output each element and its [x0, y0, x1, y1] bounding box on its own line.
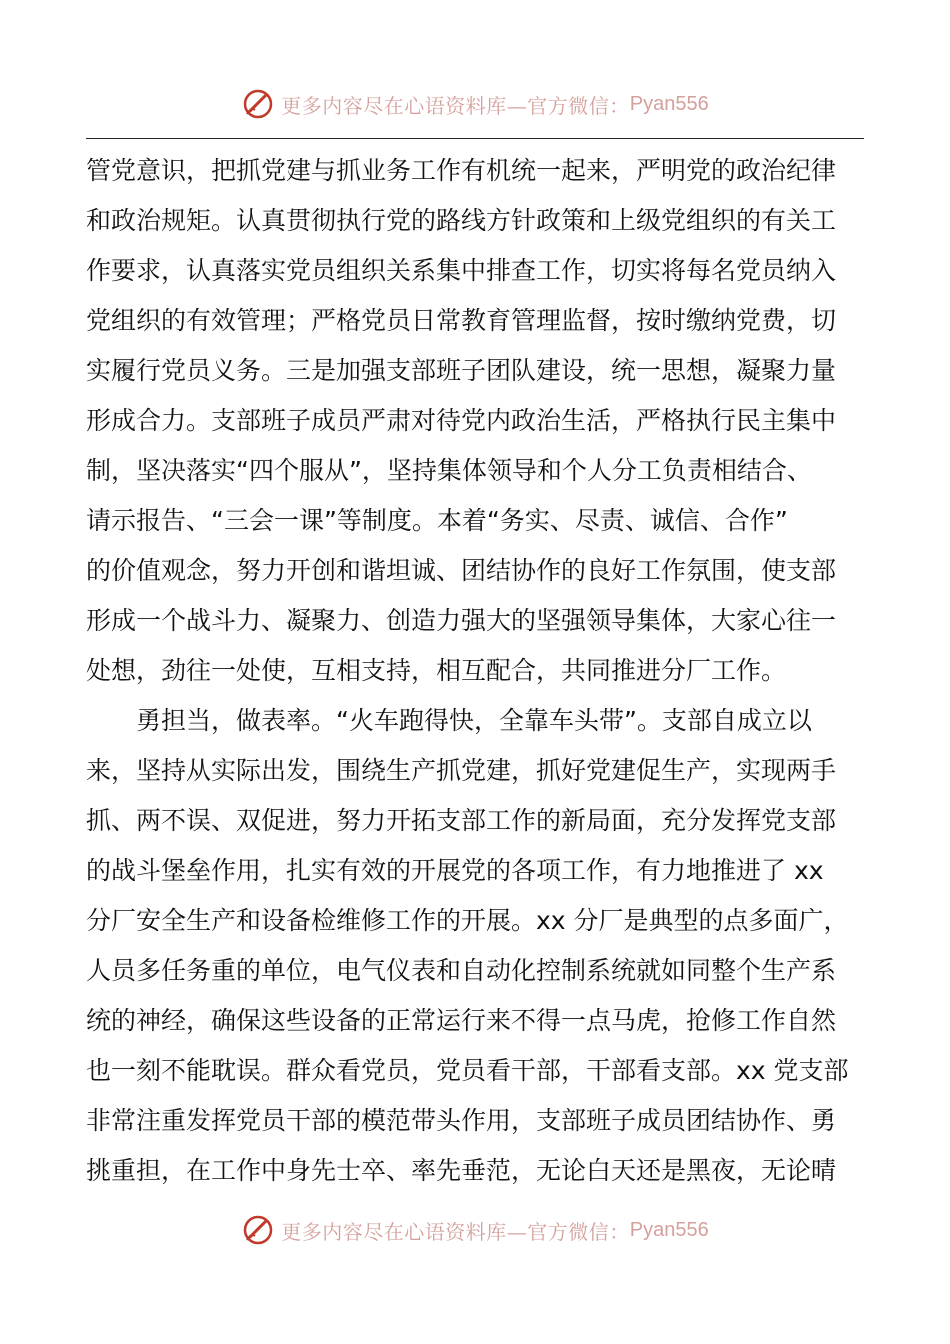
body-line: 分厂安全生产和设备检维修工作的开展。xx 分厂是典型的点多面广，	[86, 906, 849, 935]
body-line: 请示报告、“三会一课”等制度。本着“务实、尽责、诚信、合作”	[86, 506, 788, 535]
header-watermark	[0, 84, 950, 124]
body-line: 作要求，认真落实党员组织关系集中排查工作，切实将每名党员纳入	[86, 256, 837, 285]
header-divider	[86, 138, 864, 139]
body-line: 勇担当，做表率。“火车跑得快，全靠车头带”。支部自成立以	[86, 706, 812, 735]
header-watermark-id: Pyan556	[629, 92, 709, 115]
body-line: 实履行党员义务。三是加强支部班子团队建设，统一思想，凝聚力量	[86, 356, 837, 385]
body-line: 抓、两不误、双促进，努力开拓支部工作的新局面，充分发挥党支部	[86, 806, 837, 835]
body-line: 和政治规矩。认真贯彻执行党的路线方针政策和上级党组织的有关工	[86, 206, 837, 235]
body-line: 形成一个战斗力、凝聚力、创造力强大的坚强领导集体，大家心往一	[86, 606, 837, 635]
body-line: 人员多任务重的单位，电气仪表和自动化控制系统就如同整个生产系	[86, 956, 837, 985]
body-line: 形成合力。支部班子成员严肃对待党内政治生活，严格执行民主集中	[86, 406, 837, 435]
body-line: 非常注重发挥党员干部的模范带头作用，支部班子成员团结协作、勇	[86, 1106, 837, 1135]
document-body	[86, 146, 864, 1196]
body-line: 制，坚决落实“四个服从”，坚持集体领导和个人分工负责相结合、	[86, 456, 812, 485]
header-watermark-text: 更多内容尽在心语资料库—官方微信：	[281, 93, 630, 118]
pen-logo-icon	[241, 87, 275, 121]
pen-logo-icon	[241, 1213, 275, 1247]
body-line: 挑重担，在工作中身先士卒、率先垂范，无论白天还是黑夜，无论晴	[86, 1156, 837, 1185]
footer-watermark-text: 更多内容尽在心语资料库—官方微信：	[281, 1219, 630, 1244]
footer-watermark	[0, 1210, 950, 1250]
footer-watermark-id: Pyan556	[629, 1218, 709, 1241]
body-line: 党组织的有效管理；严格党员日常教育管理监督，按时缴纳党费，切	[86, 306, 837, 335]
body-line: 统的神经，确保这些设备的正常运行来不得一点马虎，抢修工作自然	[86, 1006, 837, 1035]
body-line: 处想，劲往一处使，互相支持，相互配合，共同推进分厂工作。	[86, 656, 787, 685]
body-line: 也一刻不能耽误。群众看党员，党员看干部，干部看支部。xx 党支部	[86, 1056, 849, 1085]
body-line: 的战斗堡垒作用，扎实有效的开展党的各项工作，有力地推进了 xx	[86, 856, 824, 885]
body-line: 管党意识，把抓党建与抓业务工作有机统一起来，严明党的政治纪律	[86, 156, 837, 185]
body-line: 的价值观念，努力开创和谐坦诚、团结协作的良好工作氛围，使支部	[86, 556, 837, 585]
body-line: 来，坚持从实际出发，围绕生产抓党建，抓好党建促生产，实现两手	[86, 756, 837, 785]
